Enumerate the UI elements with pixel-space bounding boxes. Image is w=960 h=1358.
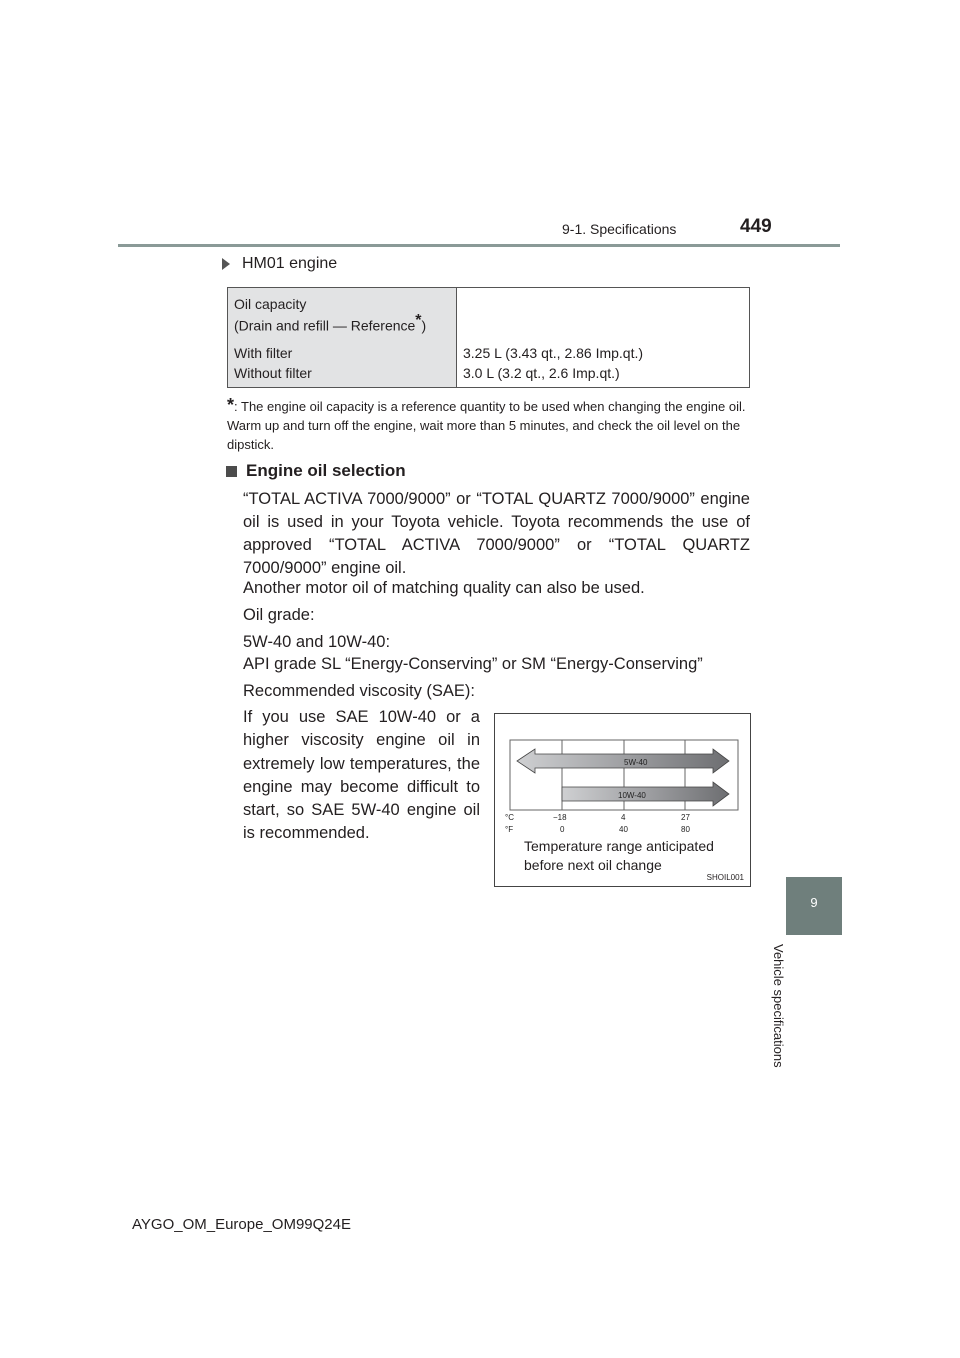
oil-capacity-table xyxy=(227,287,750,388)
viscosity-text: If you use SAE 10W-40 or a higher viscosity engine oil in extremely low temperatures, the engine may become difficult to start, so SAE 5W-40 engine oil is recommended. xyxy=(243,708,480,843)
table-header-line1: Oil capacity xyxy=(234,295,307,312)
chapter-title: Vehicle specifications xyxy=(771,944,786,1068)
tick-fahrenheit: 80 xyxy=(681,825,690,834)
footnote xyxy=(227,396,747,454)
oil-grade-label: Oil grade: xyxy=(243,606,315,624)
unit-fahrenheit: °F xyxy=(505,825,514,834)
tick-celsius: −18 xyxy=(553,813,567,822)
section-heading xyxy=(226,461,406,481)
square-bullet-icon xyxy=(226,466,237,477)
chapter-title-vertical xyxy=(771,944,806,1092)
footnote-marker: * xyxy=(227,395,235,415)
section-heading-text: Engine oil selection xyxy=(246,461,406,480)
oil-another: Another motor oil of matching quality can also be used. xyxy=(243,579,645,597)
page-number: 449 xyxy=(740,216,772,237)
header-rule xyxy=(118,244,840,247)
row-value: 3.25 L (3.43 qt., 2.86 Imp.qt.) xyxy=(457,342,750,365)
arrow-label-10w40: 10W-40 xyxy=(618,791,646,800)
caption-line-2: before next oil change xyxy=(524,857,662,873)
tick-fahrenheit: 0 xyxy=(560,825,565,834)
chapter-tab xyxy=(786,877,842,935)
unit-celsius: °C xyxy=(505,813,514,822)
tick-celsius: 27 xyxy=(681,813,690,822)
grade-line-2: API grade SL “Energy-Conserving” or SM “Energy-Conserving” xyxy=(243,655,703,673)
table-row xyxy=(228,342,750,365)
row-value: 3.0 L (3.2 qt., 2.6 Imp.qt.) xyxy=(457,365,750,388)
viscosity-chart xyxy=(494,713,751,887)
table-header-line2: (Drain and refill — Reference*) xyxy=(234,311,427,334)
arrow-label-5w40: 5W-40 xyxy=(624,758,648,767)
document-footer: AYGO_OM_Europe_OM99Q24E xyxy=(132,1216,351,1233)
table-row xyxy=(228,365,750,388)
engine-heading xyxy=(222,255,337,273)
section-title: 9-1. Specifications xyxy=(562,221,677,237)
engine-heading-text: HM01 engine xyxy=(242,255,338,272)
table-header-empty xyxy=(457,288,750,342)
viscosity-label: Recommended viscosity (SAE): xyxy=(243,682,475,700)
chapter-number: 9 xyxy=(810,895,818,910)
row-label: Without filter xyxy=(228,365,457,388)
caption-line-1: Temperature range anticipated xyxy=(524,838,714,854)
tick-fahrenheit: 40 xyxy=(619,825,628,834)
grade-line-1: 5W-40 and 10W-40: xyxy=(243,633,391,651)
table-header-cell xyxy=(228,288,457,342)
table-row xyxy=(228,288,750,342)
triangle-bullet-icon xyxy=(222,258,230,270)
range-arrow-5w40 xyxy=(517,749,729,773)
footnote-text: : The engine oil capacity is a reference quantity to be used when changing the engine oil. Warm up and turn off the engine, wait more than 5 minutes, and check the oil level on the dipstick. xyxy=(227,399,746,452)
tick-celsius: 4 xyxy=(621,813,626,822)
oil-paragraph: “TOTAL ACTIVA 7000/9000” or “TOTAL QUARTZ 7000/9000” engine oil is used in your Toyota vehicle. Toyota recommends the use of approved “TOTAL ACTIVA 7000/9000” or “TOTAL QUARTZ 7000/9000” engine oil. xyxy=(243,490,750,577)
chart-caption xyxy=(524,837,714,875)
figure-code: SHOIL001 xyxy=(706,873,744,882)
row-label: With filter xyxy=(228,342,457,365)
